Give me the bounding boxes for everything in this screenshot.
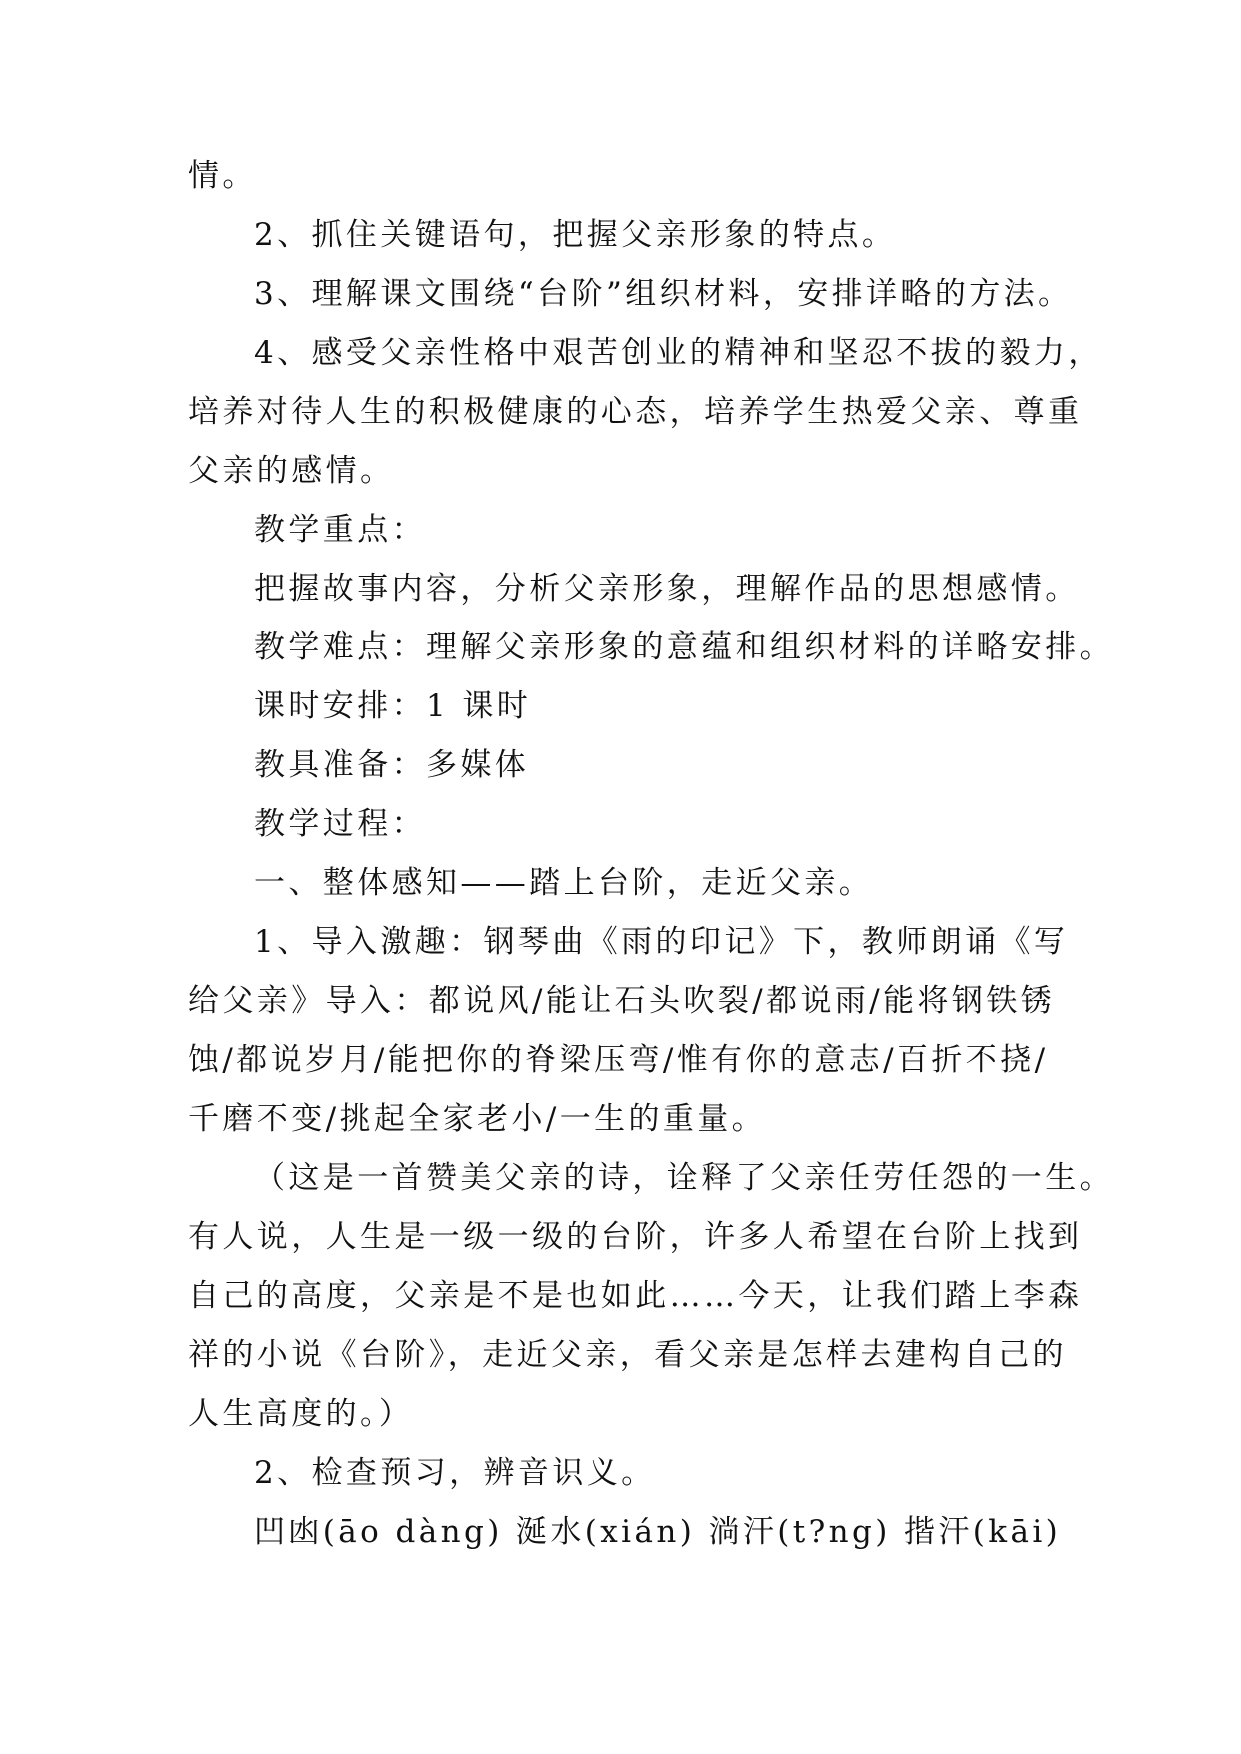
text-line: 有人说，人生是一级一级的台阶，许多人希望在台阶上找到: [188, 1219, 1083, 1255]
text-line: 人生高度的。）: [188, 1396, 414, 1432]
text-line: 凹凼(āo dàng) 涎水(xián) 淌汗(t?ng) 揩汗(kāi): [254, 1514, 1062, 1550]
text-line: 培养对待人生的积极健康的心态，培养学生热爱父亲、尊重: [188, 394, 1083, 430]
text-line: 教学重点：: [254, 512, 426, 548]
text-line: 把握故事内容，分析父亲形象，理解作品的思想感情。: [254, 571, 1080, 607]
text-line: 2、检查预习，辨音识义。: [254, 1455, 656, 1491]
text-line: 教学过程：: [254, 806, 426, 842]
text-line: 1、导入激趣：钢琴曲《雨的印记》下，教师朗诵《写: [254, 924, 1069, 960]
text-line: 千磨不变/挑起全家老小/一生的重量。: [188, 1101, 767, 1137]
text-line: 给父亲》导入：都说风/能让石头吹裂/都说雨/能将钢铁锈: [188, 983, 1056, 1019]
text-line: 父亲的感情。: [188, 453, 395, 489]
text-line: 2、抓住关键语句，把握父亲形象的特点。: [254, 217, 897, 253]
text-line: 蚀/都说岁月/能把你的脊梁压弯/惟有你的意志/百折不挠/: [188, 1042, 1049, 1078]
text-line: 情。: [188, 158, 257, 194]
text-line: 课时安排：1 课时: [254, 688, 532, 724]
text-line: 祥的小说《台阶》，走近父亲，看父亲是怎样去建构自己的: [188, 1337, 1067, 1373]
text-line: 3、理解课文围绕“台阶”组织材料，安排详略的方法。: [254, 276, 1073, 312]
text-line: （这是一首赞美父亲的诗，诠释了父亲任劳任怨的一生。: [254, 1160, 1114, 1196]
text-line: 4、感受父亲性格中艰苦创业的精神和坚忍不拔的毅力，: [254, 335, 1103, 371]
text-line: 教具准备：多媒体: [254, 747, 530, 783]
text-line: 教学难点：理解父亲形象的意蕴和组织材料的详略安排。: [254, 629, 1114, 665]
text-line: 自己的高度，父亲是不是也如此……今天，让我们踏上李森: [188, 1278, 1083, 1314]
text-line: 一、整体感知——踏上台阶，走近父亲。: [254, 865, 874, 901]
